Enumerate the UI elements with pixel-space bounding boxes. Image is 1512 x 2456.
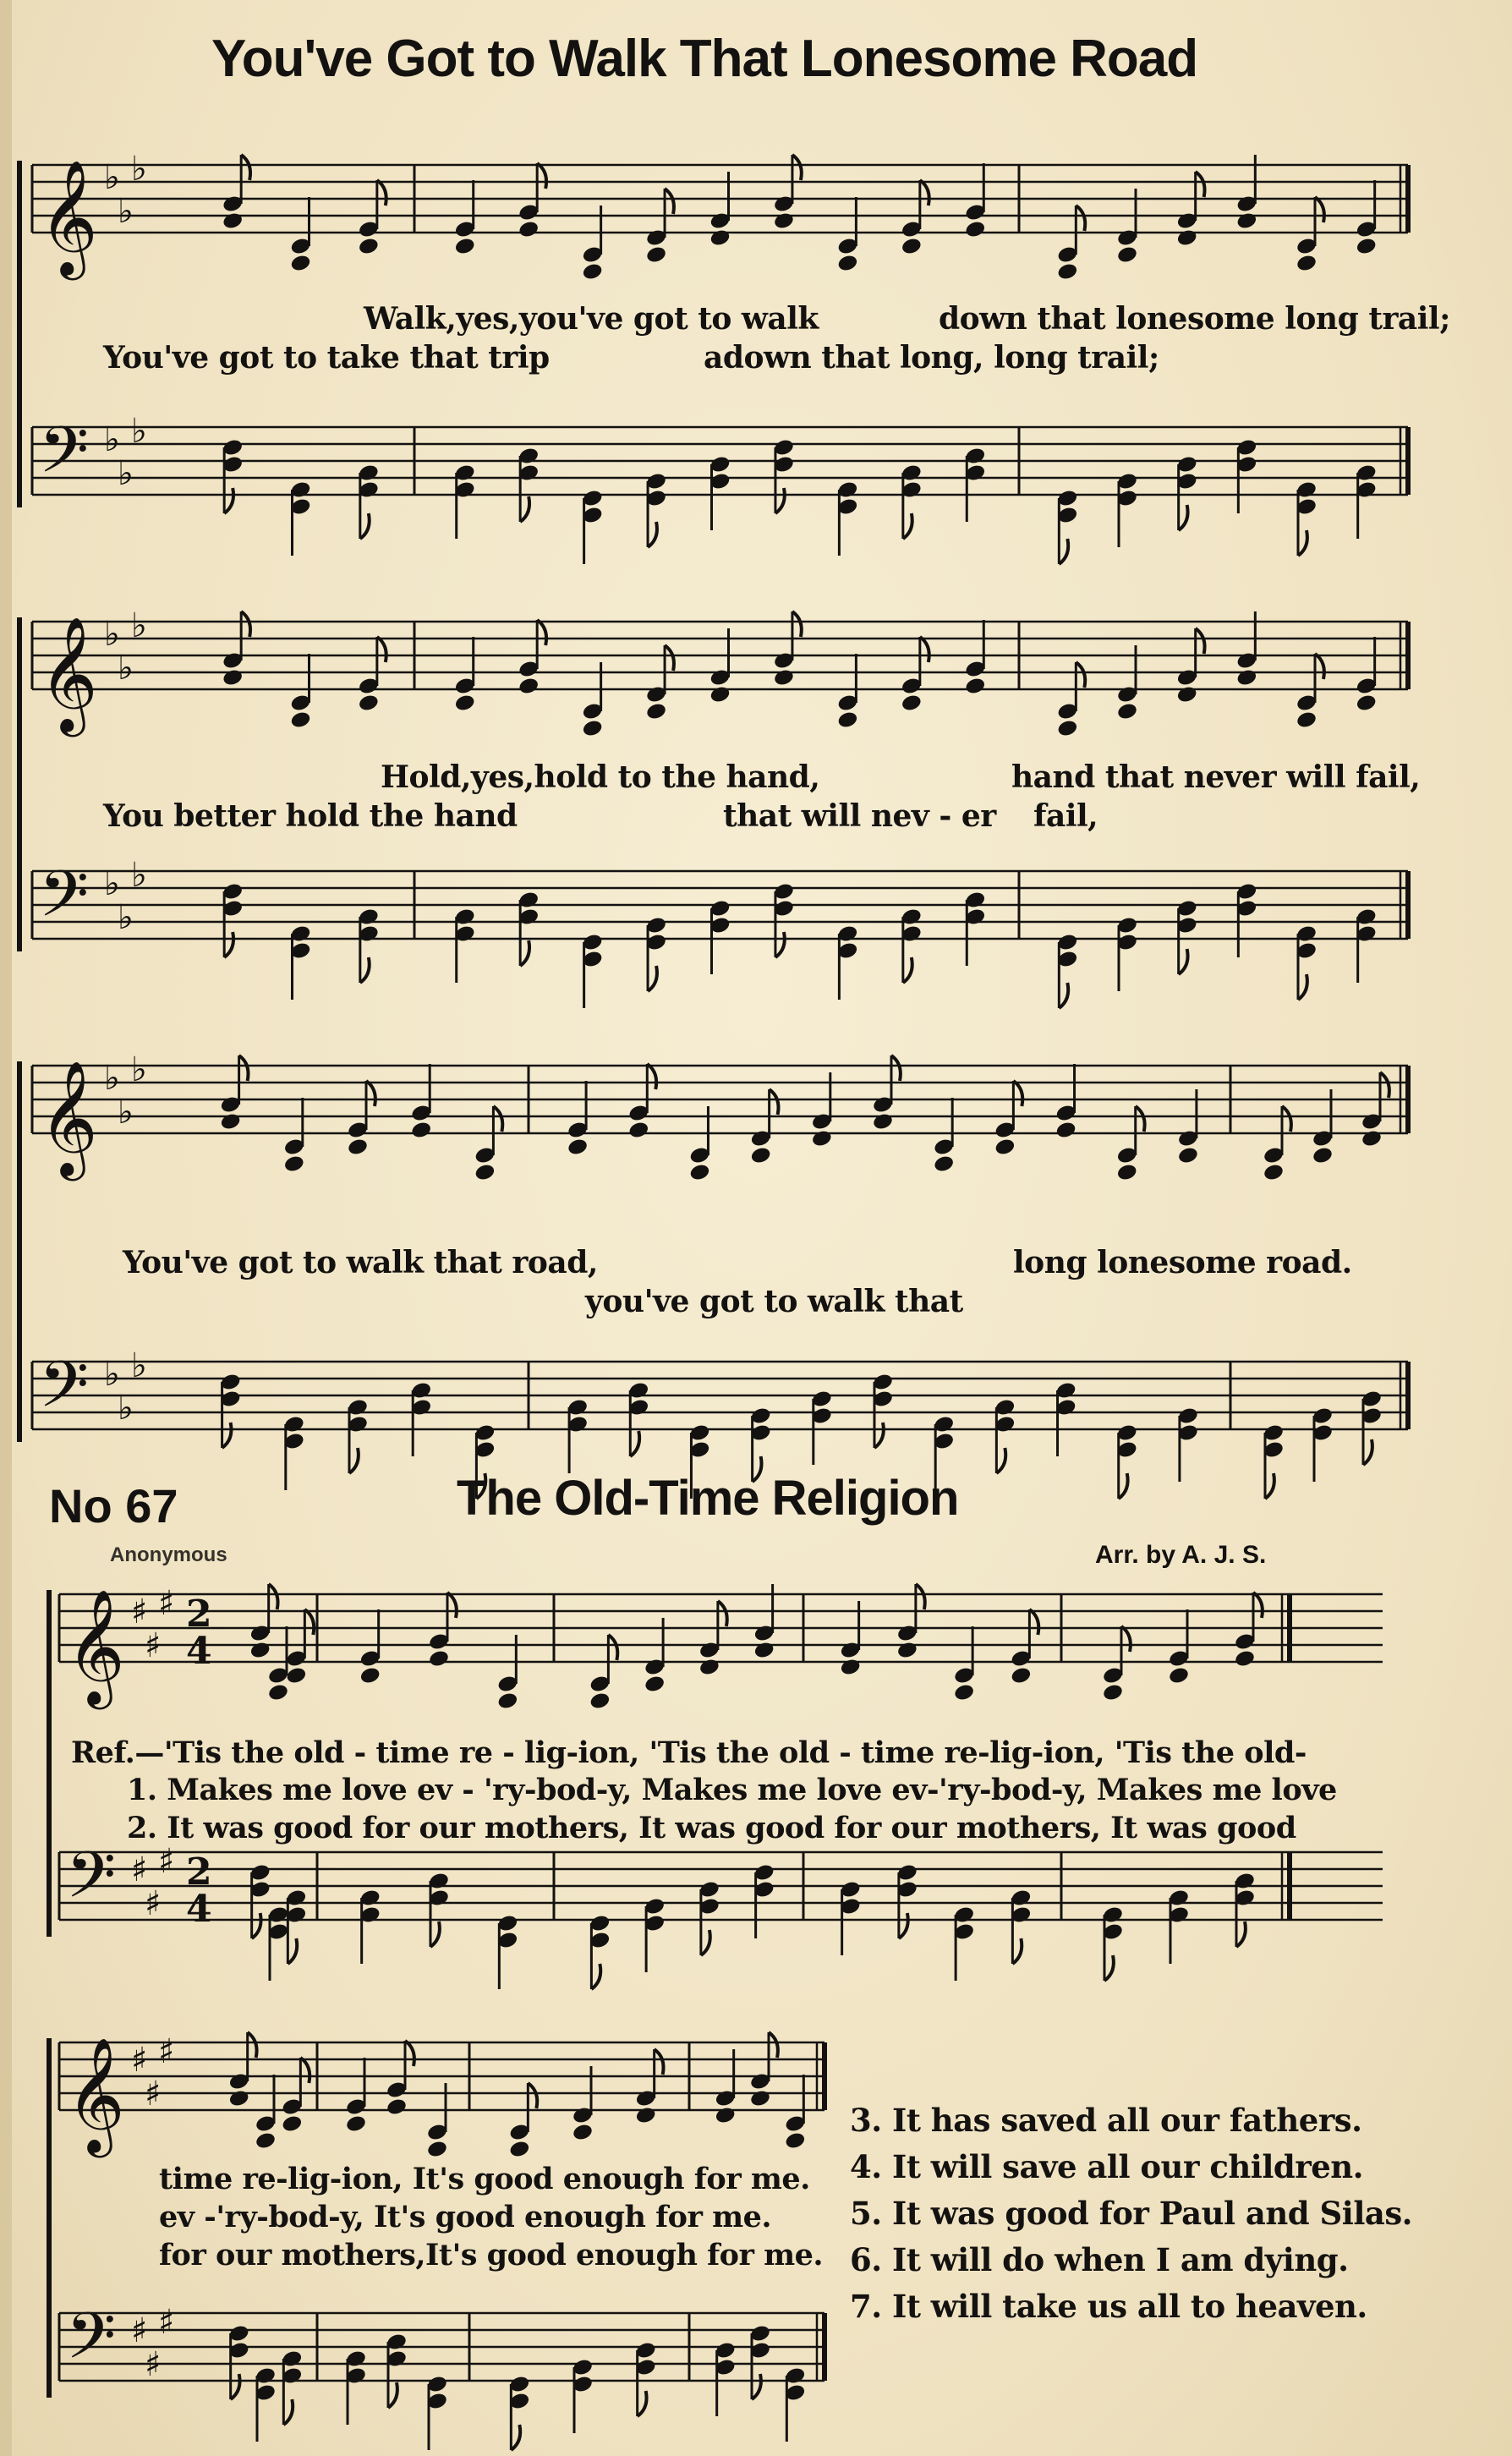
arranger-credit: Arr. by A. J. S. [1095, 1541, 1267, 1569]
notehead [358, 693, 380, 713]
key-signature: ♭ [118, 1389, 134, 1428]
key-signature: ♭ [104, 1355, 120, 1394]
notehead [709, 228, 731, 248]
notehead [582, 262, 604, 282]
key-signature: ♯ [131, 2041, 148, 2080]
notehead [454, 693, 476, 713]
notehead [567, 1138, 589, 1157]
notehead [698, 1658, 720, 1677]
note-flag [1315, 197, 1324, 222]
notehead [994, 1138, 1016, 1157]
note-flag [1012, 1938, 1022, 1964]
notehead [773, 211, 795, 231]
note-flag [1059, 539, 1068, 564]
note-flag [903, 957, 912, 983]
key-signature: ♯ [131, 1850, 148, 1889]
note-flag [701, 1930, 710, 1955]
note-flag [1265, 1473, 1274, 1499]
note-flag [231, 2374, 240, 2399]
note-flag [769, 2032, 778, 2058]
note-flag [283, 2399, 293, 2425]
lyric-line: You better hold the hand [103, 798, 518, 834]
notehead [753, 1641, 775, 1660]
note-flag [241, 155, 250, 180]
note-flag [775, 932, 785, 957]
notehead [749, 2089, 771, 2108]
notehead [474, 1163, 496, 1182]
notehead [1235, 668, 1257, 688]
note-flag [718, 1601, 727, 1626]
note-flag [1282, 1106, 1291, 1132]
note-flag [269, 1584, 278, 1609]
note-flag [377, 180, 386, 206]
notehead [1356, 237, 1378, 256]
notehead [283, 1154, 305, 1174]
notehead [1116, 245, 1138, 265]
key-signature: ♯ [145, 2345, 162, 2384]
note-flag [520, 940, 529, 966]
author-credit: Anonymous [110, 1543, 227, 1566]
notehead [811, 1129, 833, 1149]
note-flag [300, 2058, 310, 2083]
note-flag [511, 2425, 520, 2450]
notehead [1296, 710, 1318, 730]
key-signature: ♭ [131, 412, 147, 451]
notehead [1234, 1649, 1256, 1669]
key-signature: ♭ [131, 606, 147, 645]
note-flag [222, 1423, 232, 1448]
note-flag [916, 1584, 925, 1609]
notehead [784, 2131, 806, 2151]
note-flag [447, 1593, 457, 1618]
note-flag [792, 155, 802, 180]
note-flag [1196, 628, 1205, 654]
note-flag [1179, 949, 1188, 974]
notehead [750, 1146, 772, 1165]
note-flag [648, 966, 657, 991]
note-flag [252, 1913, 261, 1938]
note-flag [792, 611, 802, 637]
note-flag [630, 1431, 639, 1456]
notehead [964, 677, 986, 696]
notehead [836, 254, 858, 273]
notehead [454, 237, 476, 256]
notehead [1263, 1163, 1285, 1182]
notehead [267, 1683, 289, 1702]
note-flag [1179, 505, 1188, 530]
note-flag [1380, 1072, 1389, 1098]
key-signature: ♯ [158, 1842, 175, 1881]
notehead [428, 1649, 450, 1669]
notehead [426, 2140, 448, 2159]
notehead [222, 211, 244, 231]
note-flag [665, 645, 674, 671]
key-signature: ♯ [145, 1884, 162, 1923]
notehead [582, 719, 604, 738]
notehead [347, 1138, 369, 1157]
note-flag [520, 496, 529, 522]
notehead [872, 1112, 894, 1132]
key-signature: ♭ [104, 864, 120, 903]
notehead [709, 685, 731, 704]
note-flag [349, 1448, 359, 1473]
key-signature: ♭ [104, 158, 120, 197]
note-flag [1119, 1473, 1128, 1499]
note-flag [241, 611, 250, 637]
note-flag [248, 2032, 257, 2058]
note-flag [920, 637, 929, 662]
notehead [249, 1641, 271, 1660]
note-flag [537, 620, 546, 645]
lyric-line: for our mothers,It's good enough for me. [159, 2238, 824, 2272]
notehead [1296, 254, 1318, 273]
notehead [285, 1666, 307, 1686]
notehead [645, 245, 667, 265]
notehead [358, 237, 380, 256]
lyric-line: You've got to take that trip [103, 340, 550, 376]
treble-clef: 𝄞 [39, 158, 98, 275]
notehead [410, 1121, 432, 1140]
note-flag [288, 1938, 297, 1964]
lyric-line: Walk,yes,you've got to walk [364, 301, 819, 337]
bass-clef: 𝄢 [66, 1838, 117, 1928]
notehead [896, 1641, 918, 1660]
note-flag [224, 488, 233, 513]
notehead [518, 677, 540, 696]
notehead [645, 702, 667, 721]
key-signature: ♯ [131, 2311, 148, 2350]
note-flag [1029, 1609, 1038, 1635]
lyric-line: You've got to walk that road, [123, 1245, 598, 1280]
notehead [1312, 1146, 1334, 1165]
note-flag [528, 2083, 537, 2108]
note-flag [1315, 654, 1324, 679]
notehead [518, 220, 540, 239]
note-flag [1298, 530, 1307, 556]
lyric-line: fail, [1033, 798, 1098, 834]
notehead [644, 1675, 666, 1694]
additional-verses [850, 2102, 1412, 2334]
bass-clef: 𝄢 [66, 2299, 117, 2389]
bass-clef: 𝄢 [39, 1347, 90, 1438]
bass-clef: 𝄢 [39, 857, 90, 947]
notehead [1116, 702, 1138, 721]
notehead [1361, 1129, 1383, 1149]
notehead [715, 2106, 737, 2125]
note-flag [770, 1089, 779, 1115]
note-flag [996, 1448, 1005, 1473]
notehead [1168, 1666, 1190, 1686]
key-signature: ♭ [118, 649, 134, 688]
notehead [1056, 262, 1078, 282]
system-bracket [47, 2038, 52, 2398]
notehead [1055, 1121, 1076, 1140]
key-signature: ♭ [118, 454, 134, 493]
key-signature: ♭ [104, 615, 120, 654]
note-flag [638, 2391, 647, 2416]
verse-line: 3. It has saved all our fathers. [850, 2102, 1362, 2139]
notehead [773, 668, 795, 688]
note-flag [752, 2374, 761, 2399]
notehead [281, 2114, 303, 2134]
key-signature: ♭ [104, 420, 120, 459]
notehead [289, 710, 311, 730]
note-flag [655, 2049, 664, 2075]
note-flag [903, 513, 912, 539]
note-flag [899, 1913, 908, 1938]
notehead [508, 2140, 530, 2159]
key-signature: ♯ [158, 2303, 175, 2342]
lyric-line: Hold,yes,hold to the hand, [381, 759, 820, 795]
key-signature: ♯ [158, 1584, 175, 1623]
note-flag [360, 513, 370, 539]
lyric-line: that will nev - er [723, 798, 996, 834]
note-flag [874, 1423, 884, 1448]
notehead [386, 2097, 408, 2117]
notehead [688, 1163, 710, 1182]
notehead [836, 710, 858, 730]
system-bracket [17, 161, 22, 507]
note-flag [648, 522, 657, 547]
hymn-number: No 67 [49, 1479, 178, 1532]
notehead [635, 2106, 657, 2125]
notehead [1056, 719, 1078, 738]
key-signature: ♭ [131, 1346, 147, 1385]
lyric-line: time re-lig-ion, It's good enough for me. [159, 2162, 810, 2196]
time-signature: 2 [186, 1593, 212, 1636]
system-bracket [17, 1061, 22, 1442]
notehead [953, 1683, 975, 1702]
notehead [933, 1154, 955, 1174]
note-flag [1076, 206, 1085, 231]
note-flag [1253, 1593, 1263, 1618]
note-flag [665, 189, 674, 214]
lyric-line: Ref.—'Tis the old - time re - lig-ion, 'Tis the old - time re-lig-ion, 'Tis the old- [71, 1735, 1307, 1770]
lyric-line: hand that never will fail, [1011, 759, 1421, 795]
notehead [220, 1112, 242, 1132]
notehead [1356, 693, 1378, 713]
treble-clef: 𝄞 [39, 615, 98, 732]
note-flag [224, 932, 233, 957]
note-flag [1013, 1081, 1022, 1106]
key-signature: ♯ [158, 2032, 175, 2071]
key-signature: ♭ [131, 1050, 147, 1089]
system-bracket [17, 617, 22, 951]
verse-line: 5. It was good for Paul and Silas. [850, 2195, 1413, 2232]
key-signature: ♯ [145, 1626, 162, 1665]
system-bracket [47, 1590, 52, 1937]
key-signature: ♯ [131, 1593, 148, 1631]
note-flag [360, 957, 370, 983]
lyric-line: you've got to walk that [585, 1284, 963, 1319]
note-flag [608, 1635, 617, 1660]
note-flag [377, 637, 386, 662]
notehead [222, 668, 244, 688]
notehead [901, 693, 923, 713]
note-flag [1121, 1626, 1131, 1652]
note-flag [1076, 662, 1085, 688]
key-signature: ♭ [104, 1059, 120, 1098]
time-signature: 4 [186, 1630, 212, 1673]
key-signature: ♭ [131, 150, 147, 189]
lyric-line: long lonesome road. [1013, 1245, 1352, 1280]
notehead [1176, 685, 1198, 704]
notehead [289, 254, 311, 273]
lyric-line: 1. Makes me love ev - 'ry-bod-y, Makes me love ev-'ry-bod-y, Makes me love [127, 1773, 1337, 1807]
notehead [1176, 228, 1198, 248]
note-flag [1196, 172, 1205, 197]
note-flag [1104, 1955, 1114, 1981]
note-flag [775, 488, 785, 513]
note-flag [239, 1055, 249, 1081]
lyric-line: 2. It was good for our mothers, It was good for our mothers, It was good [127, 1811, 1296, 1845]
notehead [228, 2089, 250, 2108]
lyric-line: ev -'ry-bod-y, It's good enough for me. [159, 2200, 772, 2234]
notehead [901, 237, 923, 256]
note-flag [537, 163, 546, 189]
note-flag [304, 1609, 314, 1635]
note-flag [405, 2041, 414, 2066]
notehead [964, 220, 986, 239]
note-flag [591, 1964, 600, 1989]
verse-line: 4. It will save all our children. [850, 2148, 1364, 2185]
notehead [1177, 1146, 1199, 1165]
key-signature: ♭ [118, 1093, 134, 1132]
lyric-line: down that lonesome long trail; [939, 301, 1450, 337]
verse-line: 6. It will do when I am dying. [850, 2241, 1349, 2278]
notehead [345, 2114, 367, 2134]
note-flag [1363, 1439, 1372, 1465]
note-flag [366, 1081, 375, 1106]
notehead [496, 1691, 518, 1711]
note-flag [1236, 1921, 1246, 1947]
notehead [1102, 1683, 1124, 1702]
hymn-title: The Old-Time Religion [457, 1471, 959, 1526]
notehead [1116, 1163, 1138, 1182]
notehead [627, 1121, 649, 1140]
treble-clef: 𝄞 [66, 2036, 125, 2152]
notehead [1235, 211, 1257, 231]
notehead [589, 1691, 611, 1711]
verse-line: 7. It will take us all to heaven. [850, 2288, 1367, 2325]
key-signature: ♭ [131, 856, 147, 895]
note-flag [1298, 974, 1307, 1000]
note-flag [647, 1064, 656, 1089]
time-signature: 2 [186, 1850, 212, 1894]
note-flag [920, 180, 929, 206]
treble-clef: 𝄞 [66, 1587, 125, 1704]
note-flag [1059, 983, 1068, 1008]
note-flag [493, 1106, 502, 1132]
treble-clef: 𝄞 [39, 1059, 98, 1176]
notehead [840, 1658, 862, 1677]
note-flag [388, 2382, 397, 2408]
time-signature: 4 [186, 1888, 212, 1931]
bass-clef: 𝄢 [39, 413, 90, 503]
notehead [359, 1666, 381, 1686]
notehead [1010, 1666, 1032, 1686]
note-flag [430, 1921, 440, 1947]
key-signature: ♭ [118, 898, 134, 937]
note-flag [891, 1055, 901, 1081]
lyric-line: adown that long, long trail; [704, 340, 1159, 376]
notehead [572, 2123, 594, 2142]
note-flag [1136, 1106, 1145, 1132]
hymn-title: You've Got to Walk That Lonesome Road [211, 30, 1198, 88]
notehead [255, 2131, 277, 2151]
key-signature: ♯ [145, 2075, 162, 2113]
key-signature: ♭ [118, 192, 134, 231]
